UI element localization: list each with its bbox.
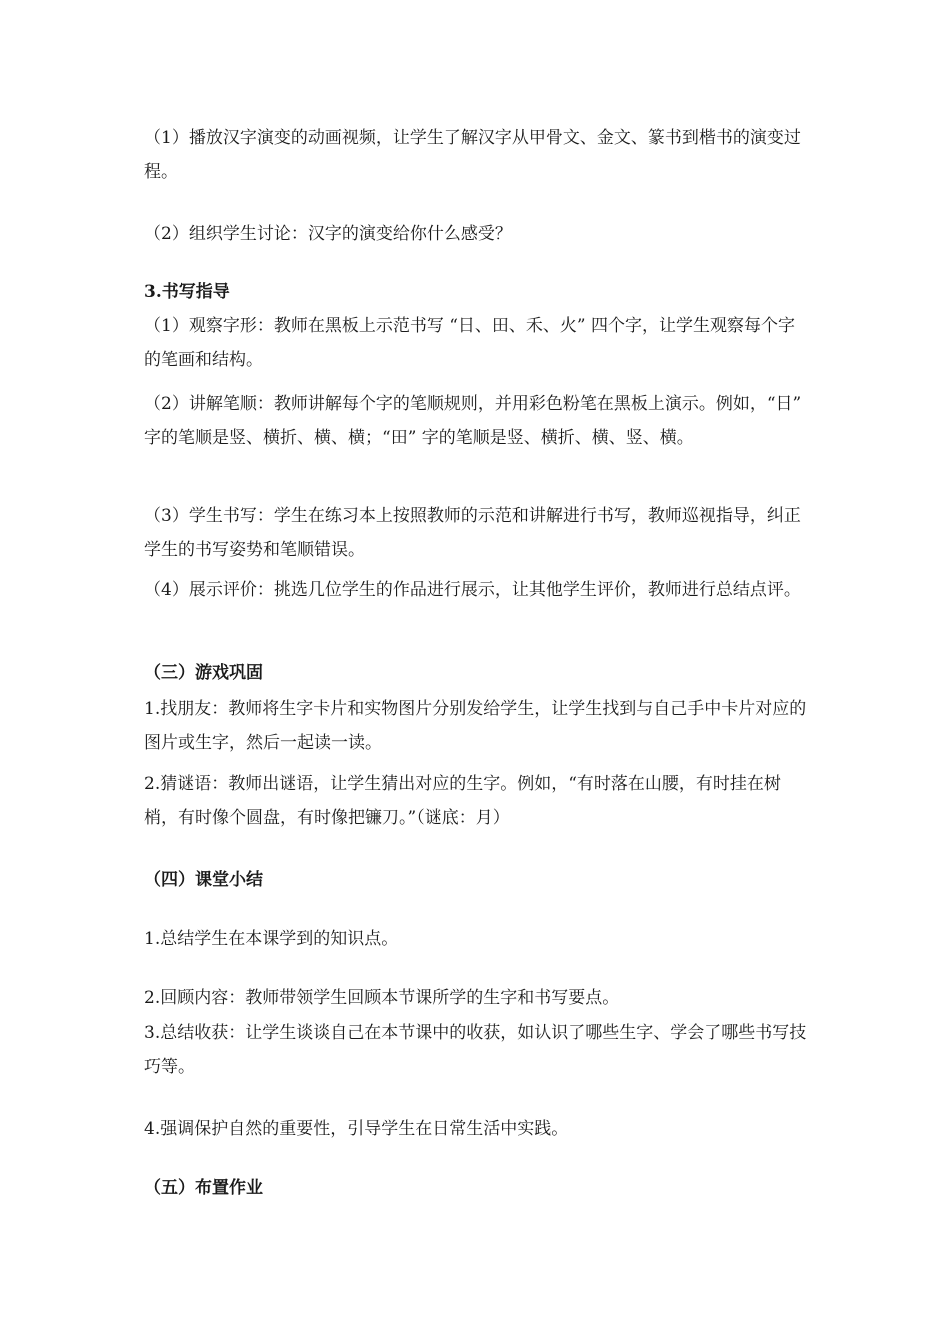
writing-item-stroke-order: （2）讲解笔顺：教师讲解每个字的笔顺规则，并用彩色粉笔在黑板上演示。例如，“日” 字的笔顺是竖、横折、横、横；“田” 字的笔顺是竖、横折、横、竖、横。 [144,394,802,448]
evolution-step-1: （1）播放汉字演变的动画视频，让学生了解汉字从甲骨文、金文、篆书到楷书的演变过程。 [144,128,801,182]
writing-guidance-heading: 3.书写指导 [144,282,230,302]
summary-item-3: 3.总结收获：让学生谈谈自己在本节课中的收获，如认识了哪些生字、学会了哪些书写技巧等。 [144,1023,807,1077]
writing-item-practice: （3）学生书写：学生在练习本上按照教师的示范和讲解进行书写，教师巡视指导，纠正学生的书写姿势和笔顺错误。 [144,506,801,560]
summary-item-1: 1.总结学生在本课学到的知识点。 [144,929,399,949]
game-section-heading: （三）游戏巩固 [144,663,263,683]
game-item-find-friend: 1.找朋友：教师将生字卡片和实物图片分别发给学生，让学生找到与自己手中卡片对应的图片或生字，然后一起读一读。 [144,699,807,753]
evolution-step-2: （2）组织学生讨论：汉字的演变给你什么感受？ [144,224,512,244]
writing-item-observe: （1）观察字形：教师在黑板上示范书写 “日、田、禾、火” 四个字，让学生观察每个字的笔画和结构。 [144,316,796,370]
game-item-riddle: 2.猜谜语：教师出谜语，让学生猜出对应的生字。例如，“有时落在山腰，有时挂在树梢，有时像个圆盘，有时像把镰刀。”（谜底：月） [144,774,781,828]
writing-item-evaluation: （4）展示评价：挑选几位学生的作品进行展示，让其他学生评价，教师进行总结点评。 [144,580,801,600]
summary-item-2: 2.回顾内容：教师带领学生回顾本节课所学的生字和书写要点。 [144,988,620,1008]
homework-section-heading: （五）布置作业 [144,1178,263,1198]
summary-item-4: 4.强调保护自然的重要性，引导学生在日常生活中实践。 [144,1119,569,1139]
summary-section-heading: （四）课堂小结 [144,870,263,890]
